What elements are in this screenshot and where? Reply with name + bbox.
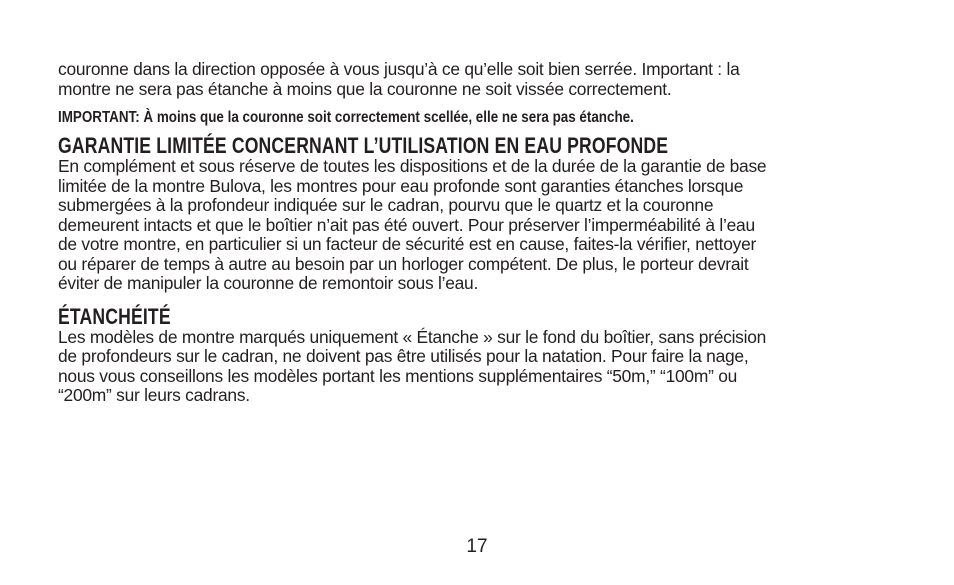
section-body-water-resistance: Les modèles de montre marqués uniquement « Étanche » sur le fond du boîtier, sans précision de profondeurs sur le cadran, ne doivent pas être utilisés pour la natation. Pour faire la nage, nous vous conseillons les modèles portant les mentions supplémentaires “50m,” “100m” ou “200m” sur leurs cadrans. bbox=[58, 326, 767, 405]
intro-paragraph: couronne dans la direction opposée à vous jusqu’à ce qu’elle soit bien serrée. Important : la montre ne sera pas étanche à moins que la couronne ne soit vissée correctement. bbox=[58, 59, 740, 99]
section-heading-deep-water-warranty: GARANTIE LIMITÉE CONCERNANT L’UTILISATION EN EAU PROFONDE bbox=[58, 133, 669, 158]
page-number: 17 bbox=[466, 536, 488, 557]
document-page bbox=[58, 60, 898, 406]
section-heading-water-resistance: ÉTANCHÉITÉ bbox=[58, 303, 171, 329]
important-note: IMPORTANT: À moins que la couronne soit correctement scellée, elle ne sera pas étanche. bbox=[58, 109, 634, 126]
section-body-deep-water-warranty: En complément et sous réserve de toutes les dispositions et de la durée de la garantie de base limitée de la montre Bulova, les montres pour eau profonde sont garanties étanches lorsque submergées à la profondeur indiquée sur le cadran, pourvu que le quartz et la couronne demeurent intacts et que le boîtier n’ait pas été ouvert. Pour préserver l’imperméabilité à l’eau de votre montre, en particulier si un facteur de sécurité est en cause, faites-la vérifier, nettoyer ou réparer de temps à autre au besoin par un horloger compétent. De plus, le porteur devrait éviter de manipuler la couronne de remontoir sous l’eau. bbox=[58, 156, 767, 293]
